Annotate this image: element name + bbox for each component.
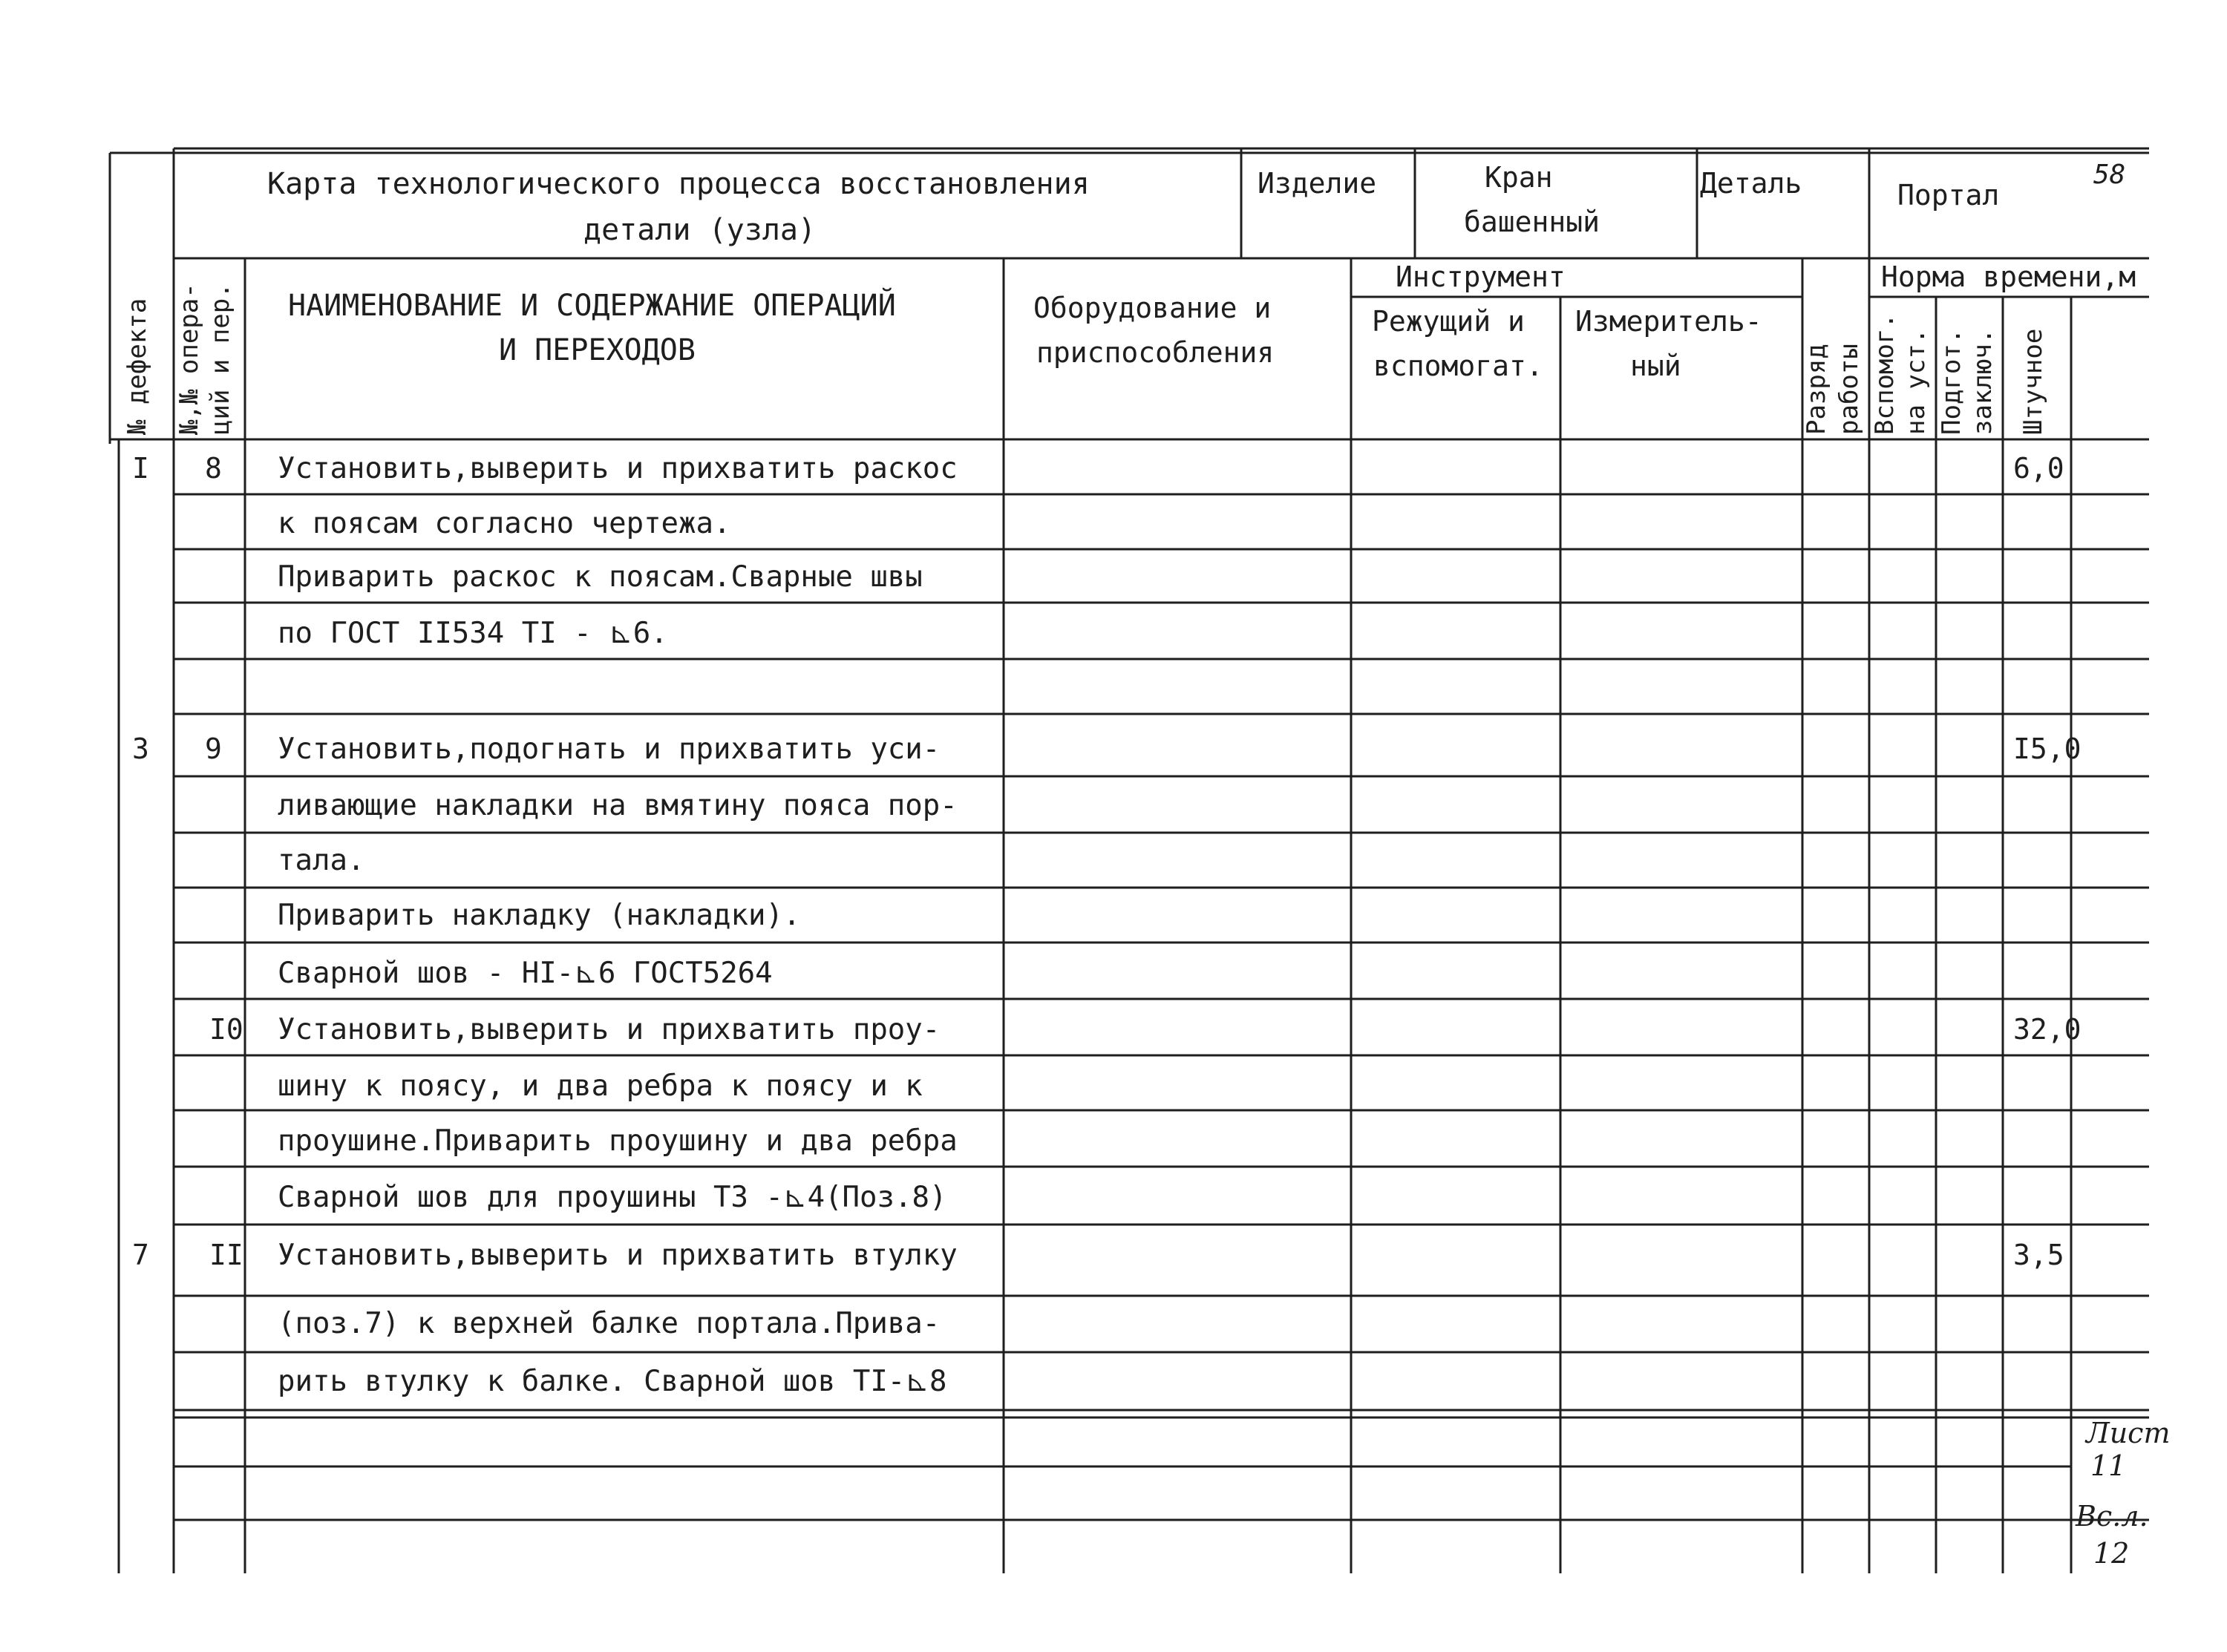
row-piece-time: 6,0: [2013, 452, 2064, 485]
row-operation-text: (поз.7) к верхней балке портала.Прива-: [278, 1307, 941, 1340]
card-title-line1: Карта технологического процесса восстановления: [267, 167, 1090, 201]
col-aux-line1: Вспомог.: [1870, 313, 1900, 435]
row-operation-text: Установить,выверить и прихватить проу-: [278, 1013, 941, 1046]
product-value-line1: Кран: [1485, 161, 1553, 194]
row-piece-time: 3,5: [2013, 1239, 2064, 1271]
row-defect-no: I: [132, 452, 149, 485]
row-operation-text: по ГОСТ II534 TI - ⊾6.: [278, 617, 668, 650]
row-piece-time: 32,0: [2013, 1013, 2082, 1046]
col-op-no-line2: ций и пер.: [206, 283, 235, 435]
row-op-no: 9: [205, 732, 222, 765]
row-op-no: 8: [205, 452, 222, 485]
col-name-line2: И ПЕРЕХОДОВ: [499, 333, 696, 367]
row-operation-text: Сварной шов - HI-⊾6 ГОСТ5264: [278, 957, 773, 990]
col-op-no-line1: №,№ опера-: [174, 283, 204, 435]
col-equipment-line2: приспособления: [1036, 336, 1275, 369]
row-defect-no: 7: [132, 1239, 149, 1271]
row-operation-text: Сварной шов для проушины Т3 -⊾4(Поз.8): [278, 1181, 947, 1214]
col-defect-no: № дефекта: [122, 298, 152, 435]
sheet-value: 11: [2090, 1449, 2127, 1482]
col-tool-group: Инструмент: [1396, 260, 1566, 293]
product-value-line2: башенный: [1464, 206, 1600, 238]
col-time-group: Норма времени,м: [1881, 260, 2136, 293]
card-title-line2: детали (узла): [583, 213, 817, 247]
row-piece-time: I5,0: [2013, 732, 2082, 765]
col-cutting-line2: вспомогат.: [1373, 350, 1543, 382]
total-sheets-label: Вс.л.: [2076, 1500, 2148, 1533]
total-sheets-value: 12: [2093, 1537, 2130, 1570]
row-operation-text: Приварить раскос к поясам.Сварные швы: [278, 560, 923, 594]
row-operation-text: шину к поясу, и два ребра к поясу и к: [278, 1069, 923, 1103]
sheet-label: Лист: [2086, 1417, 2171, 1449]
row-operation-text: ливающие накладки на вмятину пояса пор-: [278, 789, 958, 822]
row-operation-text: рить втулку к балке. Сварной шов TI-⊾8: [278, 1365, 947, 1398]
part-label: Деталь: [1700, 167, 1802, 200]
part-value: Портал: [1897, 179, 2000, 212]
row-operation-text: тала.: [278, 844, 365, 877]
row-operation-text: Установить,выверить и прихватить раскос: [278, 452, 958, 485]
col-prep-line2: заключ.: [1968, 328, 1998, 435]
row-operation-text: проушине.Приварить проушину и два ребра: [278, 1124, 958, 1158]
row-op-no: I0: [209, 1013, 243, 1046]
col-prep-line1: Подгот.: [1937, 328, 1966, 435]
col-measuring-line1: Измеритель-: [1575, 305, 1762, 338]
col-equipment-line1: Оборудование и: [1033, 292, 1272, 324]
col-grade-line1: Разряд: [1802, 344, 1831, 435]
col-grade-line2: работы: [1834, 344, 1864, 435]
page-number: 58: [2093, 160, 2126, 190]
col-measuring-line2: ный: [1630, 350, 1681, 382]
row-op-no: II: [209, 1239, 243, 1271]
col-piece: Штучное: [2018, 328, 2048, 435]
col-cutting-line1: Режущий и: [1372, 305, 1525, 338]
product-label: Изделие: [1258, 167, 1377, 200]
row-operation-text: Установить,подогнать и прихватить уси-: [278, 732, 941, 766]
col-aux-line2: на уст.: [1901, 328, 1931, 435]
row-operation-text: Приварить накладку (накладки).: [278, 899, 801, 932]
row-defect-no: 3: [132, 732, 149, 765]
row-operation-text: к поясам согласно чертежа.: [278, 507, 731, 540]
row-operation-text: Установить,выверить и прихватить втулку: [278, 1239, 958, 1272]
col-name-line1: НАИМЕНОВАНИЕ И СОДЕРЖАНИЕ ОПЕРАЦИЙ: [288, 289, 896, 323]
